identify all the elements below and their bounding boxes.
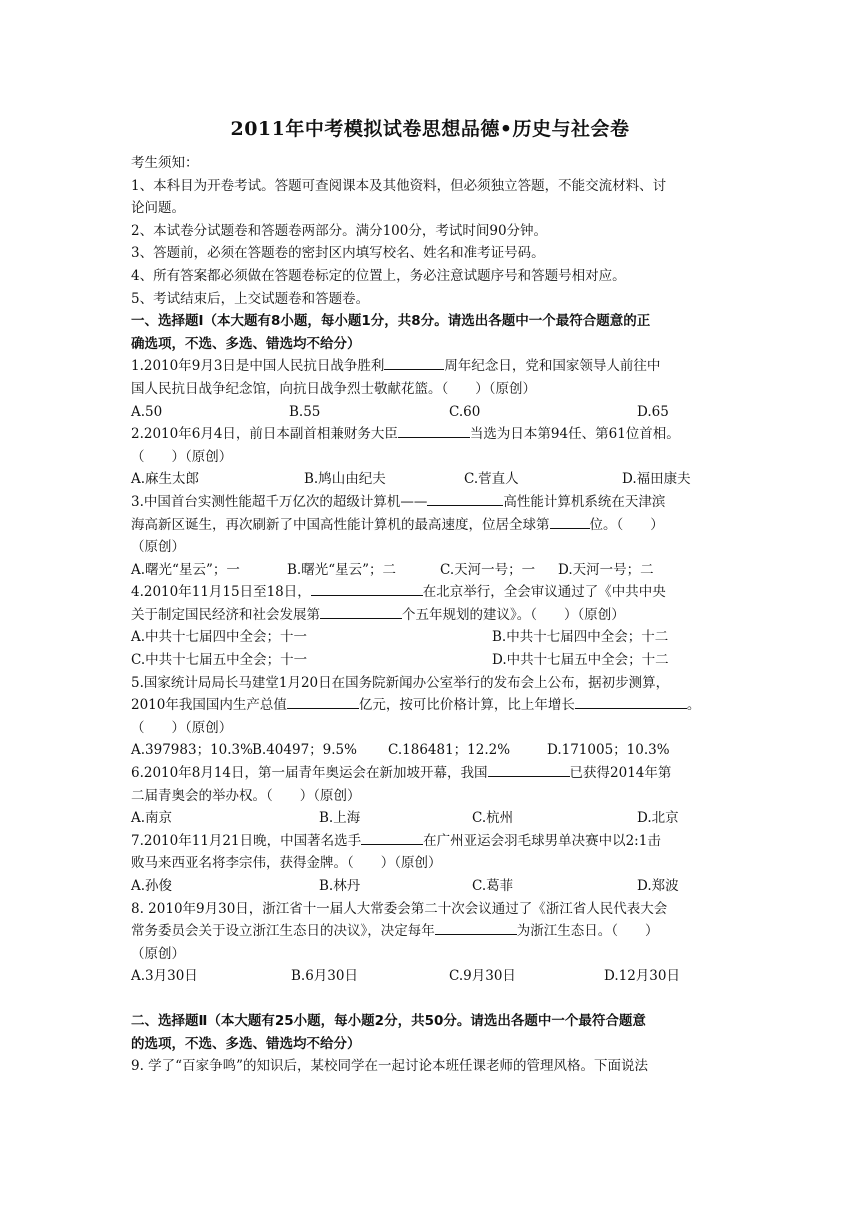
question-2-options xyxy=(131,468,733,491)
option-d: D.12月30日 xyxy=(604,968,680,985)
question-1-options xyxy=(131,401,733,424)
notice-item: 3、答题前，必须在答题卷的密封区内填写校名、姓名和准考证号码。 xyxy=(131,245,545,262)
question-8-cont: 常务委员会关于设立浙江生态日的决议》，决定每年 为浙江生态日。（ ） xyxy=(131,920,733,943)
question-2-cont: （ ）（原创） xyxy=(131,448,233,465)
option-d: D.中共十七届五中全会；十二 xyxy=(492,652,669,669)
question-5-cont: 2010年我国国内生产总值 亿元，按可比价格计算，比上年增长 。 xyxy=(131,694,733,717)
option-d: D.福田康夫 xyxy=(622,471,691,488)
question-8-cont: （原创） xyxy=(131,945,185,962)
answer-blank xyxy=(550,514,590,529)
question-6-cont: 二届青奥会的举办权。（ ）（原创） xyxy=(131,787,361,804)
spacer xyxy=(131,988,733,1010)
option-b: B.中共十七届四中全会；十二 xyxy=(492,629,669,646)
answer-blank xyxy=(320,604,402,619)
option-c: C.天河一号；一 xyxy=(440,561,536,578)
question-7-cont: 败马来西亚名将李宗伟，获得金牌。（ ）（原创） xyxy=(131,855,442,872)
option-a: A.3月30日 xyxy=(131,968,198,985)
notice-item: 4、所有答案都必须做在答题卷标定的位置上，务必注意试题序号和答题号相对应。 xyxy=(131,267,626,284)
question-1: 1.2010年9月3日是中国人民抗日战争胜利 周年纪念日，党和国家领导人前往中 xyxy=(131,355,733,378)
answer-blank xyxy=(427,491,503,506)
option-c: C.杭州 xyxy=(472,810,514,827)
option-c: C.60 xyxy=(449,403,481,420)
option-d: D.北京 xyxy=(637,810,679,827)
option-b: B.6月30日 xyxy=(291,968,358,985)
question-9: 9. 学了“百家争鸣”的知识后，某校同学在一起讨论本班任课老师的管理风格。下面说法 xyxy=(131,1058,648,1075)
section2-heading-cont: 的选项，不选、多选、错选均不给分） xyxy=(131,1035,361,1052)
question-1-cont: 国人民抗日战争纪念馆，向抗日战争烈士敬献花篮。（ ）（原创） xyxy=(131,380,536,397)
answer-blank xyxy=(311,581,423,596)
answer-blank xyxy=(575,694,687,709)
option-b: B.林丹 xyxy=(319,878,361,894)
question-6-options xyxy=(131,807,733,830)
answer-blank xyxy=(361,830,423,845)
question-4-options xyxy=(131,649,733,672)
section1-heading-cont: 确选项，不选、多选、错选均不给分） xyxy=(131,335,361,352)
question-3-cont: 海高新区诞生，再次刷新了中国高性能计算机的最高速度，位居全球第 位。（ ） xyxy=(131,514,733,537)
question-8-options xyxy=(131,965,733,988)
notice-item: 5、考试结束后，上交试题卷和答题卷。 xyxy=(131,290,370,307)
option-a: A.麻生太郎 xyxy=(131,471,200,488)
notice-item: 1、本科目为开卷考试。答题可查阅课本及其他资料，但必须独立答题，不能交流材料、讨 xyxy=(131,177,667,194)
exam-body xyxy=(131,152,733,1078)
option-d: D.郑波 xyxy=(637,878,679,894)
option-b: B.鸠山由纪夫 xyxy=(304,471,386,488)
question-4: 4.2010年11月15日至18日， 在北京举行，全会审议通过了《中共中央 xyxy=(131,581,733,604)
option-c: C.中共十七届五中全会；十一 xyxy=(131,652,308,669)
answer-blank xyxy=(435,920,517,935)
question-5-options xyxy=(131,739,733,762)
option-c: C.葛菲 xyxy=(472,878,514,894)
question-7: 7.2010年11月21日晚，中国著名选手 在广州亚运会羽毛球男单决赛中以2:1击 xyxy=(131,830,733,853)
section2-heading: 二、选择题Ⅱ（本大题有25小题，每小题2分，共50分。请选出各题中一个最符合题意 xyxy=(131,1012,646,1029)
question-8: 8. 2010年9月30日，浙江省十一届人大常委会第二十次会议通过了《浙江省人民代表大会 xyxy=(131,900,668,917)
question-5-cont: （ ）（原创） xyxy=(131,719,233,736)
question-5: 5.国家统计局局长马建堂1月20日在国务院新闻办公室举行的发布会上公布，据初步测算， xyxy=(131,674,670,691)
section1-heading: 一、选择题Ⅰ（本大题有8小题，每小题1分，共8分。请选出各题中一个最符合题意的正 xyxy=(131,313,651,330)
option-b: B.55 xyxy=(289,403,321,420)
option-a: A.曙光“星云”；一 xyxy=(131,561,240,578)
option-a: A.50 xyxy=(131,403,163,420)
option-c: C.186481；12.2% xyxy=(388,742,511,759)
option-a: A.孙俊 xyxy=(131,878,173,894)
option-d: D.171005；10.3% xyxy=(547,742,670,759)
notice-item: 2、本试卷分试题卷和答题卷两部分。满分100分，考试时间90分钟。 xyxy=(131,222,548,239)
option-b: B.40497；9.5% xyxy=(252,742,357,759)
page-title: 2011年中考模拟试卷思想品德•历史与社会卷 xyxy=(230,118,630,140)
option-a: A.南京 xyxy=(131,810,173,827)
option-b: B.曙光“星云”；二 xyxy=(287,561,397,578)
option-c: C.9月30日 xyxy=(449,968,516,985)
answer-blank xyxy=(398,423,470,438)
answer-blank xyxy=(488,762,570,777)
option-a: A.397983；10.3% xyxy=(131,742,253,759)
question-4-cont: 关于制定国民经济和社会发展第 个五年规划的建议》。（ ）（原创） xyxy=(131,604,733,627)
question-3-options xyxy=(131,559,733,582)
question-2: 2.2010年6月4日，前日本副首相兼财务大臣 当选为日本第94任、第61位首相。 xyxy=(131,423,733,446)
notice-heading: 考生须知： xyxy=(131,155,199,171)
question-3-cont: （原创） xyxy=(131,539,185,556)
option-c: C.菅直人 xyxy=(464,471,519,488)
notice-item: 论问题。 xyxy=(131,200,185,217)
option-d: D.65 xyxy=(637,403,669,420)
answer-blank xyxy=(384,355,444,370)
answer-blank xyxy=(287,694,359,709)
option-a: A.中共十七届四中全会；十一 xyxy=(131,629,308,646)
question-3: 3.中国首台实测性能超千万亿次的超级计算机—— 高性能计算机系统在天津滨 xyxy=(131,491,733,514)
option-d: D.天河一号；二 xyxy=(558,561,654,578)
question-6: 6.2010年8月14日，第一届青年奥运会在新加坡开幕，我国 已获得2014年第 xyxy=(131,762,733,785)
question-4-options xyxy=(131,626,733,649)
question-7-options xyxy=(131,875,733,898)
option-b: B.上海 xyxy=(319,810,361,827)
